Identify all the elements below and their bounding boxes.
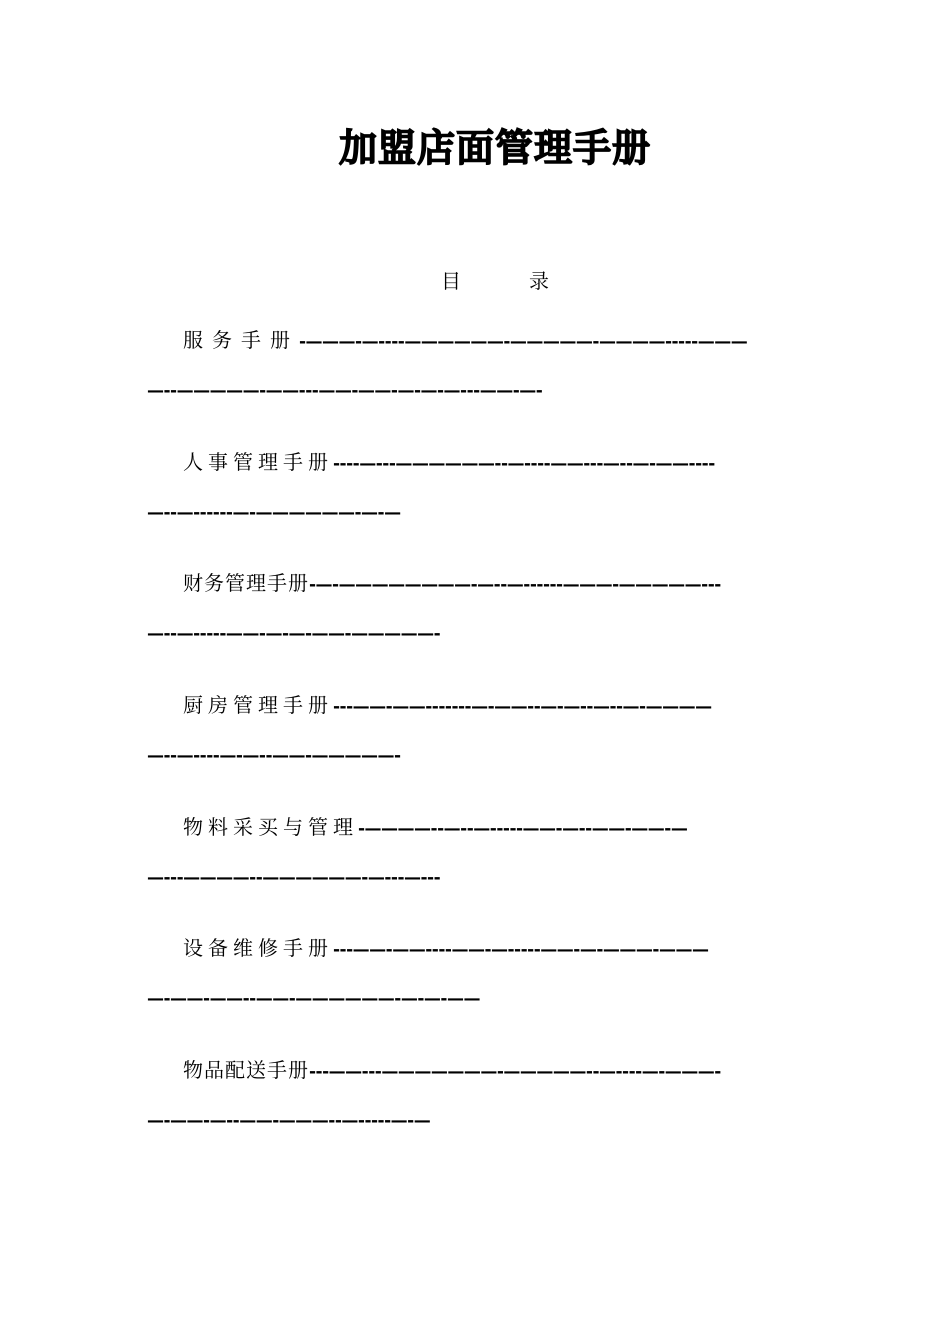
toc-entry-service[interactable] [147,325,807,404]
toc-leader-continued: —--—------—-——————-—-— [147,503,401,523]
toc-entry-label: 服务手册 [183,328,299,352]
toc-leader-continued: —--—----—-—--——-—————- [147,746,401,766]
toc-heading-left: 目 [441,269,461,293]
toc-leader-continued: —-——-—--——-———--—-----—-— [147,1111,431,1131]
toc-leader: -—-————————-—--—------———-—————--- [309,575,721,595]
toc-leader: ---——-——----——-—-----——-—-———-——— [333,940,709,960]
toc-leader-continued: —--—-----——-—-—-——-—————- [147,624,441,644]
toc-entry-delivery[interactable] [147,1055,807,1134]
toc-entry-label: 物料采买与管理 [183,815,358,839]
toc-entry-label: 财务管理手册 [183,571,309,595]
toc-heading [0,266,950,296]
toc-heading-right: 录 [529,269,549,293]
toc-leader-continued: —-——-——--——-——————-—-—-—— [147,989,480,1009]
toc-leader: ---——-——-------—-——--—-—--—--—-———— [333,697,712,717]
toc-entry-kitchen[interactable] [147,690,807,769]
toc-entry-purchasing[interactable] [147,812,807,891]
toc-entry-label: 设备维修手册 [183,936,333,960]
toc-leader: ----—---——————--—----——---—--—-——---- [333,454,715,474]
toc-leader: ---——---———————-—————--—----—-———- [309,1062,721,1082]
toc-leader-continued: —---————--——————-—---—--- [147,868,441,888]
toc-entry-label: 厨房管理手册 [183,693,333,717]
document-title: 加盟店面管理手册 [338,126,651,170]
toc-entry-hr[interactable] [147,447,807,526]
toc-leader-continued: —--—————-——---——-——-—-—-—---——-—- [147,381,543,401]
toc-leader: -———-—----——————-—————-————-----——— [299,332,748,352]
toc-entry-label: 物品配送手册 [183,1058,309,1082]
toc-leader: -————--—--—-----——-—--——-——-— [358,819,688,839]
toc-entry-finance[interactable] [147,568,807,647]
toc-entry-label: 人事管理手册 [183,450,333,474]
toc-entry-maintenance[interactable] [147,933,807,1012]
